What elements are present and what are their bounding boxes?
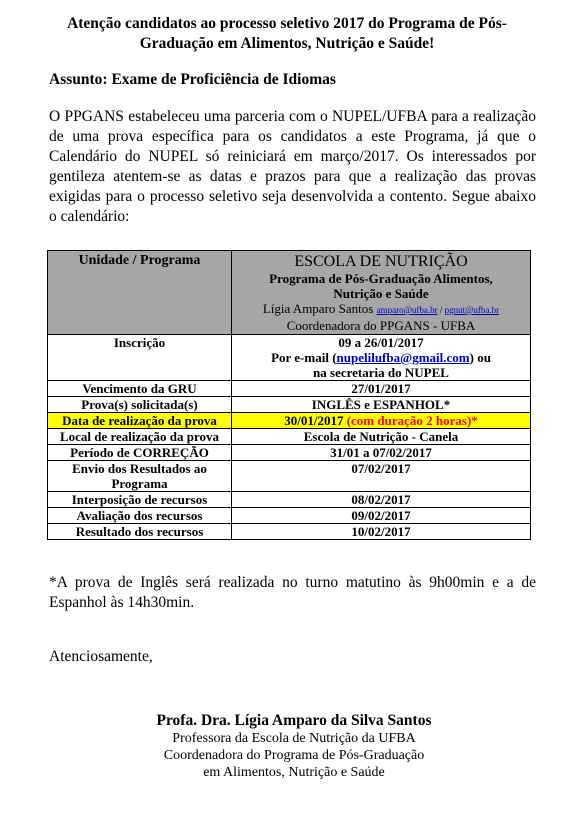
title-line-2: Graduação em Alimentos, Nutrição e Saúde!	[139, 35, 435, 52]
correcao-value: 31/01 a 07/02/2017	[232, 445, 531, 461]
envio-label-line-1: Envio dos Resultados ao	[72, 461, 207, 476]
coordinator-name: Lígia Amparo Santos	[262, 301, 374, 316]
subject-line: Assunto: Exame de Proficiência de Idiomas	[49, 71, 336, 88]
gru-value: 27/01/2017	[232, 381, 531, 397]
signature-line-3: em Alimentos, Nutrição e Saúde	[203, 765, 385, 780]
data-prova-duration: (com duração 2 horas)*	[343, 413, 478, 428]
schedule-table	[47, 250, 531, 540]
data-prova-label: Data de realização da prova	[48, 413, 232, 429]
provas-label: Prova(s) solicitada(s)	[48, 397, 232, 413]
email-link-pgnut[interactable]: pgnut@ufba.br	[444, 305, 500, 315]
signature-line-2: Coordenadora do Programa de Pós-Graduação	[163, 748, 425, 763]
data-prova-date: 30/01/2017	[284, 413, 344, 428]
table-row-envio	[48, 461, 531, 492]
email-separator: /	[437, 305, 445, 315]
local-value: Escola de Nutrição - Canela	[232, 429, 531, 445]
envio-label	[48, 461, 232, 492]
inscricao-email-line	[235, 350, 527, 365]
inscricao-dates: 09 a 26/01/2017	[338, 335, 424, 350]
coordinator-contact	[235, 301, 527, 318]
provas-value: INGLÊS e ESPANHOL*	[232, 397, 531, 413]
gru-label: Vencimento da GRU	[48, 381, 232, 397]
table-row-inscricao	[48, 335, 531, 381]
inscricao-secretaria: na secretaria do NUPEL	[313, 365, 449, 380]
envio-value: 07/02/2017	[232, 461, 531, 492]
email-link-amparo[interactable]: amparo@ufba.br	[376, 305, 438, 315]
header-label: Unidade / Programa	[48, 251, 232, 335]
inscricao-value	[232, 335, 531, 381]
table-row-data-prova	[48, 413, 531, 429]
program-line-2: Nutrição e Saúde	[333, 286, 429, 301]
page-title	[40, 14, 534, 54]
program-line-1: Programa de Pós-Graduação Alimentos,	[269, 271, 493, 286]
table-row-local	[48, 429, 531, 445]
title-line-1: Atenção candidatos ao processo seletivo 2017 do Programa de Pós-	[67, 15, 507, 32]
footnote: *A prova de Inglês será realizada no turno matutino às 9h00min e a de Espanhol às 14h30min.	[49, 574, 536, 611]
closing-regards: Atenciosamente,	[49, 648, 153, 665]
school-name: ESCOLA DE NUTRIÇÃO	[294, 253, 468, 270]
inscricao-label: Inscrição	[48, 335, 232, 381]
table-row-resultado	[48, 524, 531, 540]
interposicao-value: 08/02/2017	[232, 492, 531, 508]
table-row-interposicao	[48, 492, 531, 508]
resultado-value: 10/02/2017	[232, 524, 531, 540]
coordinator-role: Coordenadora do PPGANS - UFBA	[286, 318, 476, 333]
inscricao-email-suffix: ) ou	[469, 350, 491, 365]
table-row-provas	[48, 397, 531, 413]
header-value	[232, 251, 531, 335]
interposicao-label: Interposição de recursos	[48, 492, 232, 508]
inscricao-email-prefix: Por e-mail (	[271, 350, 337, 365]
data-prova-value	[232, 413, 531, 429]
table-row-correcao	[48, 445, 531, 461]
table-row-gru	[48, 381, 531, 397]
local-label: Local de realização da prova	[48, 429, 232, 445]
signature-block	[94, 711, 494, 781]
table-row-avaliacao	[48, 508, 531, 524]
table-row-header	[48, 251, 531, 335]
resultado-label: Resultado dos recursos	[48, 524, 232, 540]
correcao-label: Período de CORREÇÃO	[48, 445, 232, 461]
envio-label-line-2: Programa	[111, 476, 168, 491]
avaliacao-label: Avaliação dos recursos	[48, 508, 232, 524]
signature-name: Profa. Dra. Lígia Amparo da Silva Santos	[156, 712, 432, 729]
nupel-email-link[interactable]: nupelilufba@gmail.com	[336, 350, 470, 365]
signature-line-1: Professora da Escola de Nutrição da UFBA	[172, 731, 416, 746]
avaliacao-value: 09/02/2017	[232, 508, 531, 524]
intro-paragraph: O PPGANS estabeleceu uma parceria com o NUPEL/UFBA para a realização de uma prova específica para os candidatos a este Programa, já que o Calendário do NUPEL só reiniciará em março/2017. Os interessados por gentileza atentem-se as datas e prazos para que a realização das provas exigidas para o processo seletivo seja desenvolvida a contento. Segue abaixo o calendário:	[49, 108, 536, 225]
